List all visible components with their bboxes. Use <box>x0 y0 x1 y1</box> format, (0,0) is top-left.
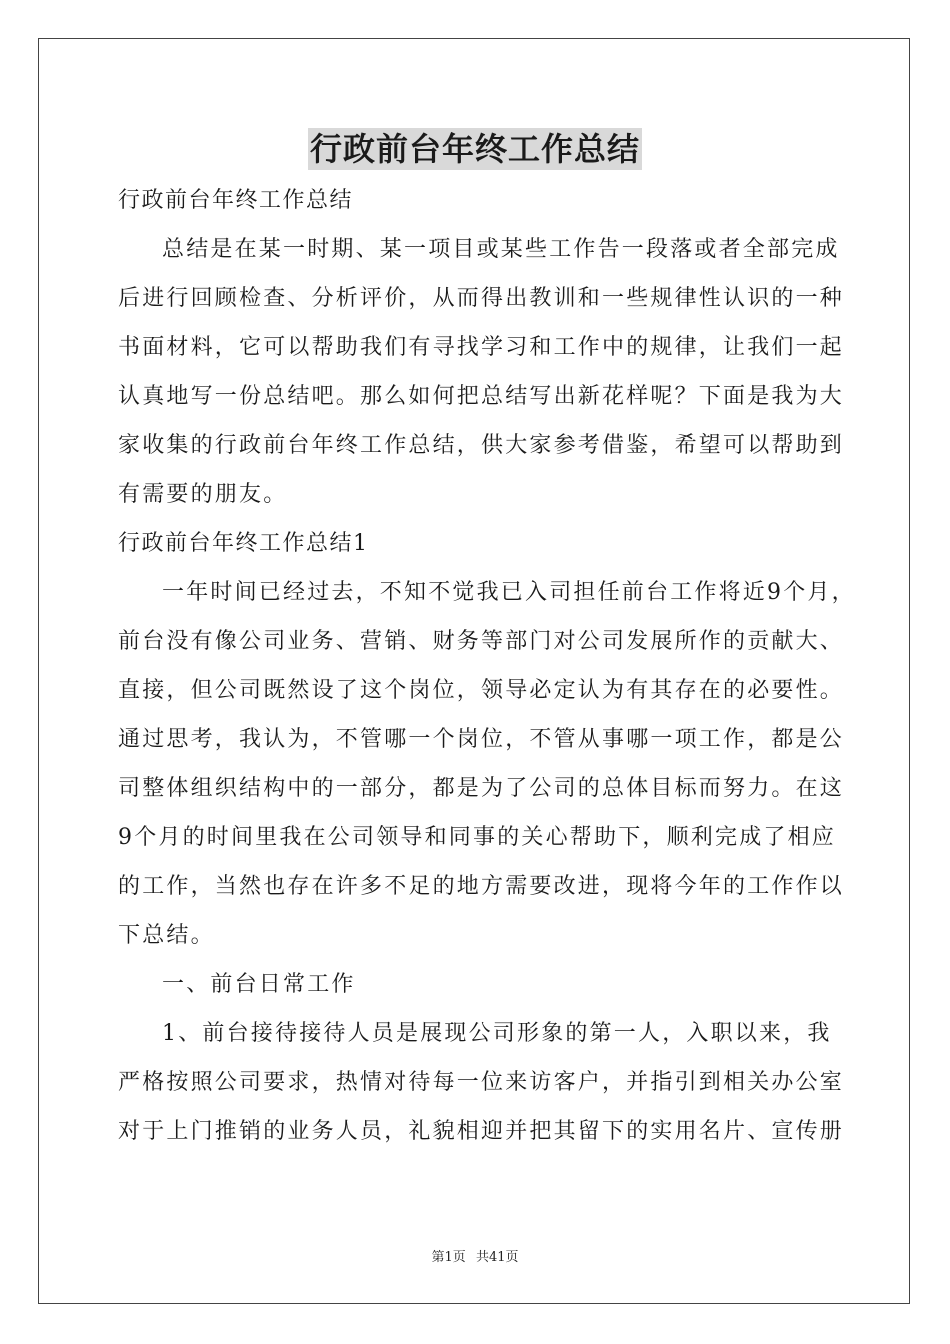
paragraph-line: 后进行回顾检查、分析评价，从而得出教训和一些规律性认识的一种 <box>118 286 845 311</box>
paragraph-line: 家收集的行政前台年终工作总结，供大家参考借鉴，希望可以帮助到 <box>118 433 845 458</box>
section-heading: 行政前台年终工作总结 <box>118 188 354 213</box>
paragraph-line: 直接，但公司既然设了这个岗位，领导必定认为有其存在的必要性。 <box>118 678 845 703</box>
paragraph-line: 司整体组织结构中的一部分，都是为了公司的总体目标而努力。在这 <box>118 776 845 801</box>
paragraph-line: 的工作，当然也存在许多不足的地方需要改进，现将今年的工作作以 <box>118 874 845 899</box>
paragraph-line: 下总结。 <box>118 923 215 948</box>
paragraph-line: 一年时间已经过去，不知不觉我已入司担任前台工作将近9个月， <box>162 580 856 605</box>
title-container <box>0 128 950 170</box>
paragraph-line: 认真地写一份总结吧。那么如何把总结写出新花样呢？下面是我为大 <box>118 384 845 409</box>
paragraph-line: 有需要的朋友。 <box>118 482 288 507</box>
paragraph-line: 严格按照公司要求，热情对待每一位来访客户，并指引到相关办公室 <box>118 1070 845 1095</box>
paragraph-line: 前台没有像公司业务、营销、财务等部门对公司发展所作的贡献大、 <box>118 629 845 654</box>
page-total: 共41页 <box>475 1250 519 1265</box>
page-footer <box>0 1246 950 1265</box>
document-body <box>118 176 856 1156</box>
section-heading: 行政前台年终工作总结1 <box>118 531 369 556</box>
paragraph-line: 总结是在某一时期、某一项目或某些工作告一段落或者全部完成 <box>162 237 840 262</box>
paragraph-line: 对于上门推销的业务人员，礼貌相迎并把其留下的实用名片、宣传册 <box>118 1119 845 1144</box>
paragraph-line: 9个月的时间里我在公司领导和同事的关心帮助下，顺利完成了相应 <box>118 825 836 850</box>
paragraph-line: 通过思考，我认为，不管哪一个岗位，不管从事哪一项工作，都是公 <box>118 727 845 752</box>
paragraph-line: 书面材料，它可以帮助我们有寻找学习和工作中的规律，让我们一起 <box>118 335 845 360</box>
page-number: 第1页 <box>431 1250 466 1265</box>
paragraph-line: 一、前台日常工作 <box>162 972 356 997</box>
document-title: 行政前台年终工作总结 <box>309 130 640 168</box>
paragraph-line: 1、前台接待接待人员是展现公司形象的第一人，入职以来，我 <box>162 1021 832 1046</box>
